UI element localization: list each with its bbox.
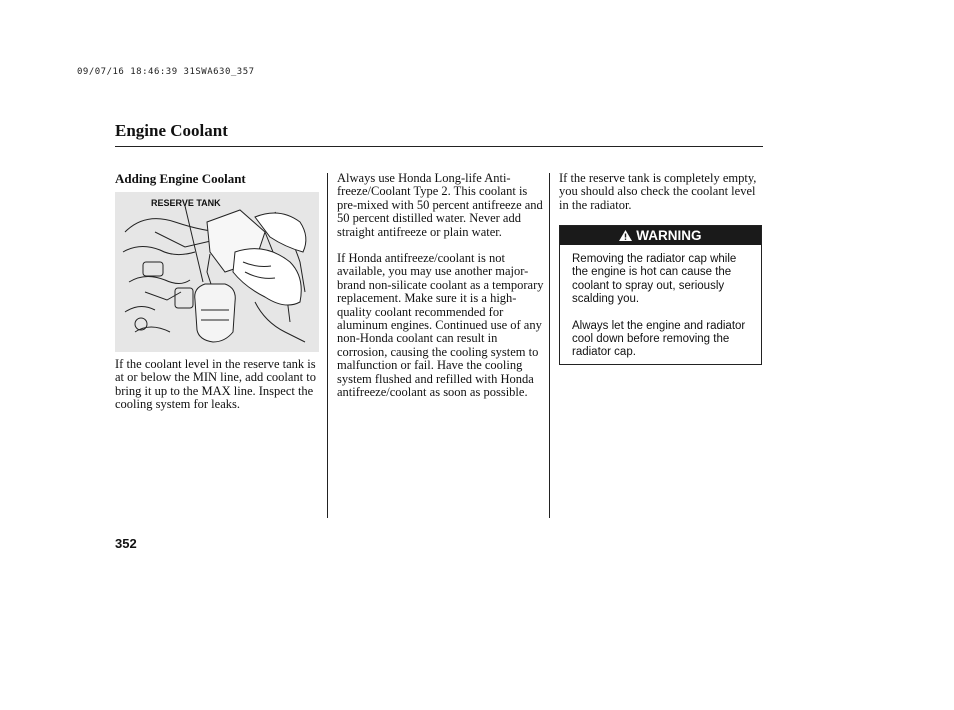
reserve-tank-illustration [115, 192, 319, 352]
engine-bay-drawing [115, 192, 319, 352]
warning-header [560, 226, 761, 245]
print-stamp: 09/07/16 18:46:39 31SWA630_357 [77, 67, 255, 77]
page-number: 352 [115, 536, 137, 551]
paragraph: If the coolant level in the reserve tank is at or below the MIN line, add coolant to bring it up to the MAX line. Inspect the cooling system for leaks. [115, 357, 316, 412]
column-2 [337, 172, 545, 400]
warning-paragraph: Always let the engine and radiator cool down before removing the radiator cap. [572, 319, 746, 359]
page-title: Engine Coolant [115, 121, 228, 140]
column-3 [559, 172, 764, 212]
section-heading: Adding Engine Coolant [115, 171, 246, 186]
column-1-body [115, 358, 325, 412]
column-1 [115, 172, 323, 185]
warning-title: WARNING [636, 228, 702, 243]
warning-paragraph: Removing the radiator cap while the engine is hot can cause the coolant to spray out, seriously scalding you. [572, 253, 737, 306]
figure-label: RESERVE TANK [151, 198, 221, 208]
paragraph: If Honda antifreeze/coolant is not available, you may use another major-brand non-silicate coolant as a temporary replacement. Make sure it is a high-quality coolant recommended for aluminum engines. Continued use of any non-Honda coolant can result in corrosion, causing the cooling system to malfunction or fail. Have the cooling system flushed and refilled with Honda antifreeze/coolant as soon as possible. [337, 251, 544, 400]
paragraph: If the reserve tank is completely empty, you should also check the coolant level in the radiator. [559, 171, 757, 212]
warning-box [559, 225, 762, 365]
paragraph: Always use Honda Long-life Anti-freeze/Coolant Type 2. This coolant is pre-mixed with 50 percent antifreeze and 50 percent distilled water. Never add straight antifreeze or plain water. [337, 171, 543, 239]
title-rule [115, 146, 763, 147]
warning-text [572, 253, 752, 373]
column-divider-1 [327, 173, 328, 518]
column-divider-2 [549, 173, 550, 518]
warning-triangle-icon [619, 228, 636, 243]
